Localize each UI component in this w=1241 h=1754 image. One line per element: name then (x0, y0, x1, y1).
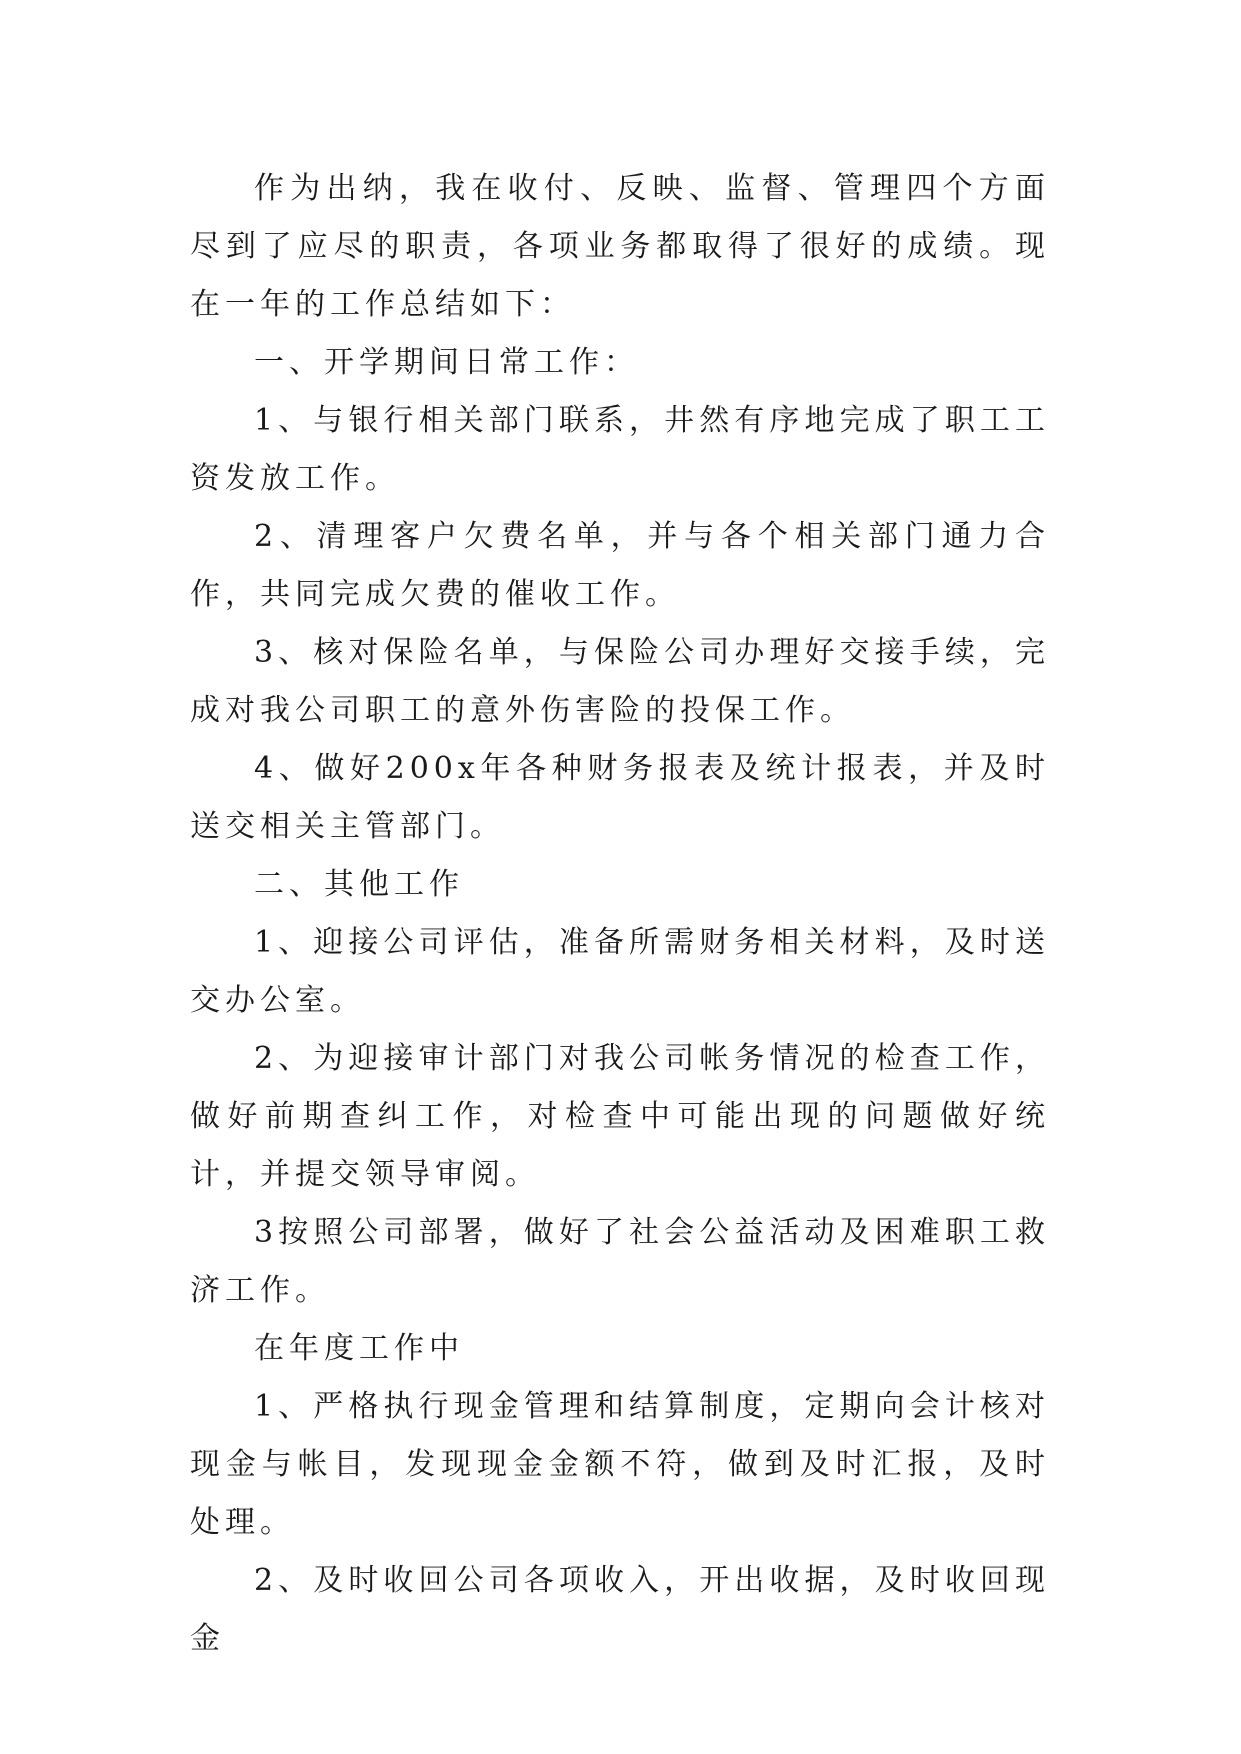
paragraph-item: 2、及时收回公司各项收入，开出收据，及时收回现金 (190, 1563, 1050, 1656)
paragraph-item: 1、与银行相关部门联系，井然有序地完成了职工工资发放工作。 (190, 403, 1050, 496)
document-body (190, 160, 1050, 1668)
paragraph-item: 3、核对保险名单，与保险公司办理好交接手续，完成对我公司职工的意外伤害险的投保工作。 (190, 635, 1050, 728)
paragraph-item: 2、为迎接审计部门对我公司帐务情况的检查工作，做好前期查纠工作，对检查中可能出现的问题做好统计，并提交领导审阅。 (190, 1041, 1050, 1192)
paragraph-item: 3按照公司部署，做好了社会公益活动及困难职工救济工作。 (190, 1215, 1050, 1308)
paragraph-item: 4、做好200x年各种财务报表及统计报表，并及时送交相关主管部门。 (190, 751, 1050, 844)
section-heading-2: 二、其他工作 (254, 867, 464, 902)
paragraph-intro: 作为出纳，我在收付、反映、监督、管理四个方面尽到了应尽的职责，各项业务都取得了很好的成绩。现在一年的工作总结如下： (190, 171, 1050, 322)
paragraph-item: 2、清理客户欠费名单，并与各个相关部门通力合作，共同完成欠费的催收工作。 (190, 519, 1050, 612)
paragraph-item: 1、迎接公司评估，准备所需财务相关材料，及时送交办公室。 (190, 925, 1050, 1018)
section-heading-1: 一、开学期间日常工作： (254, 345, 639, 380)
paragraph-item: 1、严格执行现金管理和结算制度，定期向会计核对现金与帐目，发现现金金额不符，做到及时汇报，及时处理。 (190, 1389, 1050, 1540)
section-heading-3: 在年度工作中 (254, 1331, 464, 1366)
